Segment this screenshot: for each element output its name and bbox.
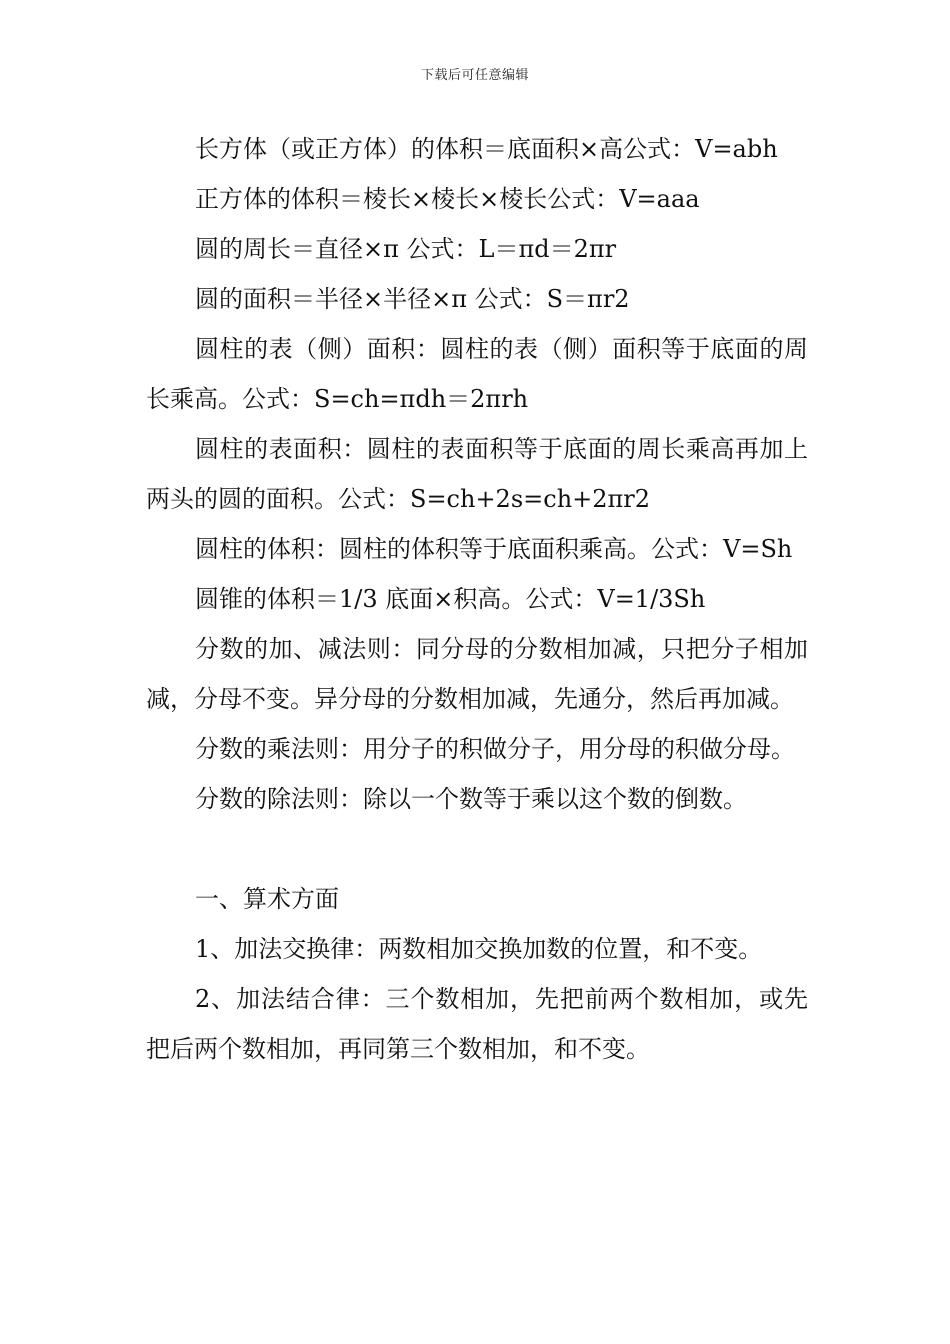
formula-cylinder-surface-area: 圆柱的表面积：圆柱的表面积等于底面的周长乘高再加上两头的圆的面积。公式：S=ch+2s=ch+2πr2 xyxy=(146,435,808,513)
rule-fraction-addition: 分数的加、减法则：同分母的分数相加减，只把分子相加减，分母不变。异分母的分数相加减，先通分，然后再加减。 xyxy=(146,635,808,713)
section-heading: 一、算术方面 xyxy=(195,885,339,913)
formula-cube-volume: 正方体的体积＝棱长×棱长×棱长公式：V=aaa xyxy=(195,185,700,213)
page-header-note: 下载后可任意编辑 xyxy=(420,68,529,83)
formula-circle-area: 圆的面积＝半径×半径×π 公式：S＝πr2 xyxy=(195,285,630,313)
rule-fraction-division: 分数的除法则：除以一个数等于乘以这个数的倒数。 xyxy=(195,785,747,813)
formula-cuboid-volume: 长方体（或正方体）的体积＝底面积×高公式：V=abh xyxy=(195,135,778,163)
rule-fraction-multiplication: 分数的乘法则：用分子的积做分子，用分母的积做分母。 xyxy=(195,735,795,763)
law-addition-associative: 2、加法结合律：三个数相加，先把前两个数相加，或先把后两个数相加，再同第三个数相加，和不变。 xyxy=(146,985,808,1063)
formula-cone-volume: 圆锥的体积＝1/3 底面×积高。公式：V=1/3Sh xyxy=(195,585,706,613)
formula-cylinder-volume: 圆柱的体积：圆柱的体积等于底面积乘高。公式：V=Sh xyxy=(195,535,793,563)
formula-circle-circumference: 圆的周长＝直径×π 公式：L＝πd＝2πr xyxy=(195,235,617,263)
blank-line xyxy=(146,824,808,874)
law-addition-commutative: 1、加法交换律：两数相加交换加数的位置，和不变。 xyxy=(195,935,763,963)
document-body xyxy=(146,124,808,1074)
formula-cylinder-lateral-area: 圆柱的表（侧）面积：圆柱的表（侧）面积等于底面的周长乘高。公式：S=ch=πdh＝2πrh xyxy=(146,335,808,413)
